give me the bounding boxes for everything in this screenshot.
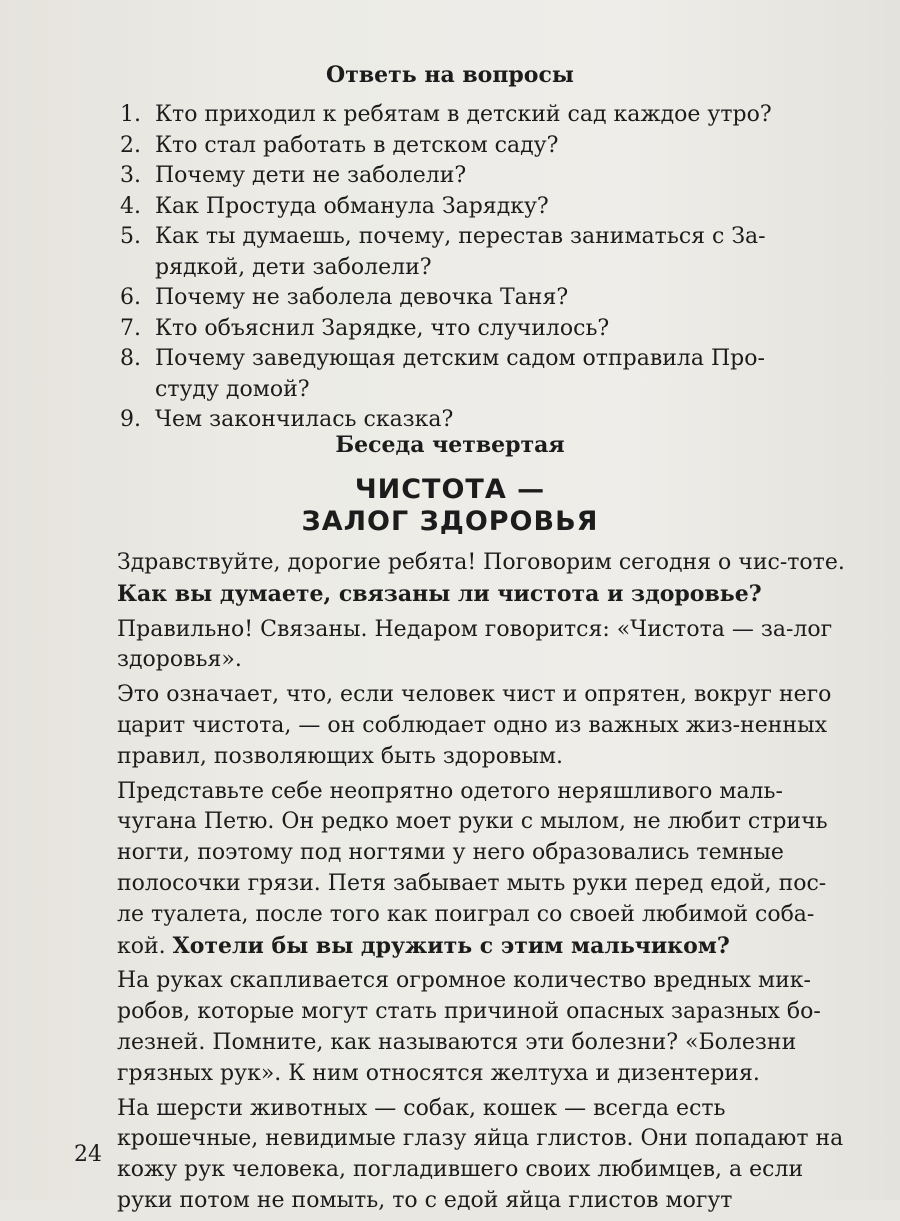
page-number: 24	[74, 1142, 102, 1167]
paragraph: На руках скапливается огромное количество вредных мик-робов, которые могут стать причиной опасных заразных бо-лезней. Помните, как называются эти болезни? «Болезни грязных рук». К ним относятся желтуха и дизентерия.	[117, 968, 821, 1086]
body-text	[117, 548, 845, 1221]
bold-question: Как вы думаете, связаны ли чистота и здоровье?	[117, 580, 762, 607]
question-item: 5. Как ты думаешь, почему, перестав заниматься с За- рядкой, дети заболели?	[120, 224, 766, 280]
paragraph: Здравствуйте, дорогие ребята! Поговорим сегодня о чис-тоте. Как вы думаете, связаны ли чистота и здоровье?	[117, 550, 845, 607]
question-item: 6. Почему не заболела девочка Таня?	[120, 285, 569, 310]
bold-question: Хотели бы вы дружить с этим мальчиком?	[172, 932, 730, 959]
questions-heading: Ответь на вопросы	[326, 62, 574, 88]
question-item: 1. Кто приходил к ребятам в детский сад каждое утро?	[120, 102, 772, 127]
question-item: 2. Кто стал работать в детском саду?	[120, 132, 559, 158]
question-item: 9. Чем закончилась сказка?	[120, 407, 454, 432]
paragraph: Правильно! Связаны. Недаром говорится: «Чистота — за-лог здоровья».	[117, 616, 833, 673]
section-subtitle: Беседа четвертая	[335, 432, 565, 458]
question-item: 8. Почему заведующая детским садом отправила Про- студу домой?	[120, 346, 765, 402]
question-item: 4. Как Простуда обманула Зарядку?	[120, 193, 549, 219]
question-item: 7. Кто объяснил Зарядке, что случилось?	[120, 315, 610, 341]
paragraph: Это означает, что, если человек чист и опрятен, вокруг него царит чистота, — он соблюдает одно из важных жиз-ненных правил, позволяющих быть здоровым.	[117, 682, 832, 769]
paragraph: На шерсти животных — собак, кошек — всегда есть крошечные, невидимые глазу яйца глистов. Они попадают на кожу рук человека, погладившего своих любимцев, а если руки потом не помыть, то с едой яйца глистов могут	[117, 1095, 844, 1213]
section-title-line2: ЗАЛОГ ЗДОРОВЬЯ	[301, 506, 599, 537]
section-title-line1: ЧИСТОТА —	[354, 474, 546, 505]
paragraph: Представьте себе неопрятно одетого неряшливого маль-чугана Петю. Он редко моет руки с мылом, не любит стричь ногти, поэтому под ногтями у него образовались темные полосочки грязи. Петя забывает мыть руки перед едой, пос-ле туалета, после того как поиграл со своей любимой соба-кой. Хотели бы вы дружить с этим мальчиком?	[117, 778, 828, 959]
questions-list	[110, 100, 845, 436]
question-item: 3. Почему дети не заболели?	[120, 163, 467, 188]
